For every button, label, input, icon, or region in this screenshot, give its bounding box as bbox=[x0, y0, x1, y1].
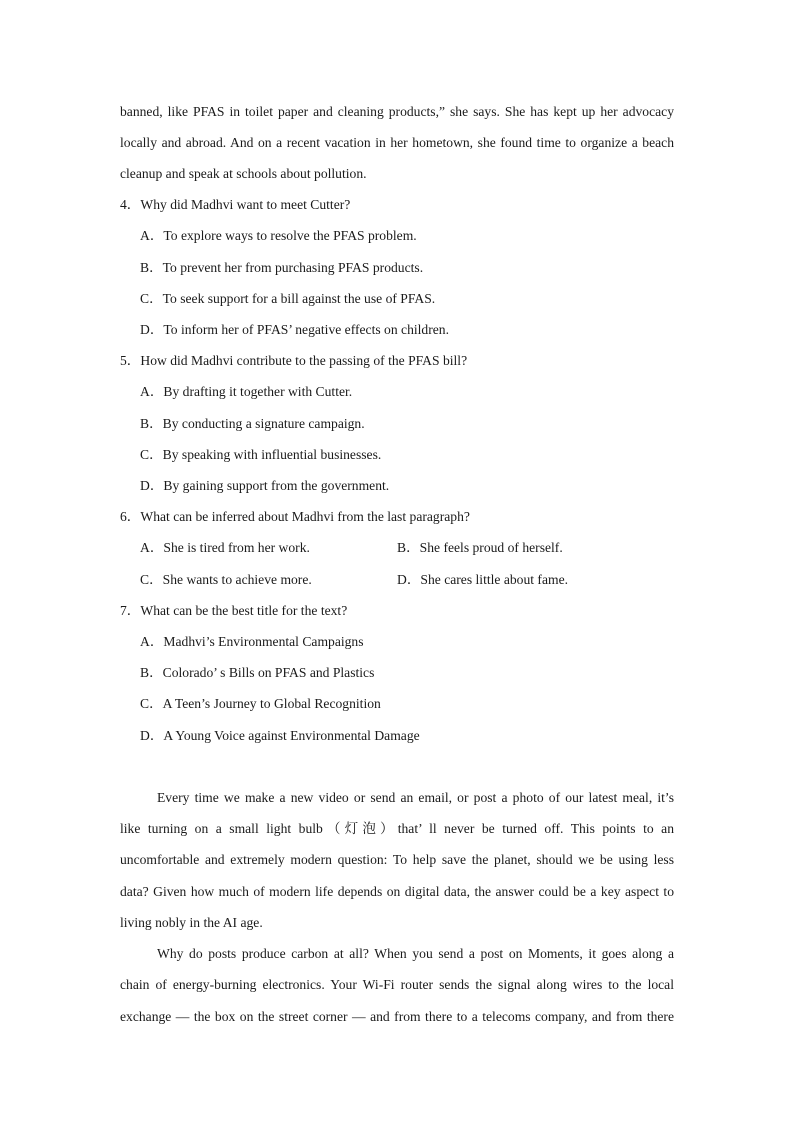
passage-p2-line-1: Why do posts produce carbon at all? When you send a post on Moments, it goes along a bbox=[157, 946, 674, 961]
passage-p1-line-2: like turning on a small light bulb（灯泡）that’ ll never be turned off. This points to an bbox=[120, 821, 674, 836]
passage-p2-line-2: chain of energy-burning electronics. Your Wi-Fi router sends the signal along wires to the local bbox=[120, 977, 674, 992]
question-6-option-b: B．She feels proud of herself. bbox=[397, 540, 563, 555]
question-4-option-d: D．To inform her of PFAS’ negative effects on children. bbox=[140, 322, 449, 337]
question-7-option-a: A．Madhvi’s Environmental Campaigns bbox=[140, 634, 364, 649]
question-5-stem: 5．How did Madhvi contribute to the passing of the PFAS bill? bbox=[120, 353, 468, 368]
question-6-option-c: C．She wants to achieve more. bbox=[140, 572, 312, 587]
intro-line-1: banned, like PFAS in toilet paper and cleaning products,” she says. She has kept up her advocacy bbox=[120, 104, 674, 119]
question-6-stem: 6．What can be inferred about Madhvi from the last paragraph? bbox=[120, 509, 470, 524]
question-4-option-c: C．To seek support for a bill against the use of PFAS. bbox=[140, 291, 436, 306]
question-4-option-b: B．To prevent her from purchasing PFAS products. bbox=[140, 260, 424, 275]
question-7-option-d: D．A Young Voice against Environmental Damage bbox=[140, 728, 420, 743]
question-4-stem: 4．Why did Madhvi want to meet Cutter? bbox=[120, 197, 351, 212]
passage-p1-line-4: data? Given how much of modern life depends on digital data, the answer could be a key aspect to bbox=[120, 884, 674, 899]
passage-p1-line-3: uncomfortable and extremely modern question: To help save the planet, should we be using less bbox=[120, 852, 674, 867]
intro-line-2: locally and abroad. And on a recent vacation in her hometown, she found time to organize a beach bbox=[120, 135, 674, 150]
question-7-stem: 7．What can be the best title for the text? bbox=[120, 603, 348, 618]
passage-p1-line-5: living nobly in the AI age. bbox=[120, 915, 263, 930]
question-4-option-a: A．To explore ways to resolve the PFAS problem. bbox=[140, 228, 417, 243]
question-5-option-d: D．By gaining support from the government. bbox=[140, 478, 390, 493]
question-5-option-a: A．By drafting it together with Cutter. bbox=[140, 384, 353, 399]
question-6-option-a: A．She is tired from her work. bbox=[140, 540, 310, 555]
question-5-option-b: B．By conducting a signature campaign. bbox=[140, 416, 365, 431]
question-6-option-d: D．She cares little about fame. bbox=[397, 572, 568, 587]
question-7-option-b: B．Colorado’ s Bills on PFAS and Plastics bbox=[140, 665, 375, 680]
intro-line-3: cleanup and speak at schools about pollution. bbox=[120, 166, 367, 181]
passage-p1-line-1: Every time we make a new video or send an email, or post a photo of our latest meal, it’s bbox=[157, 790, 674, 805]
question-5-option-c: C．By speaking with influential businesses. bbox=[140, 447, 382, 462]
passage-p2-line-3: exchange — the box on the street corner — and from there to a telecoms company, and from there bbox=[120, 1009, 674, 1024]
question-7-option-c: C．A Teen’s Journey to Global Recognition bbox=[140, 696, 381, 711]
